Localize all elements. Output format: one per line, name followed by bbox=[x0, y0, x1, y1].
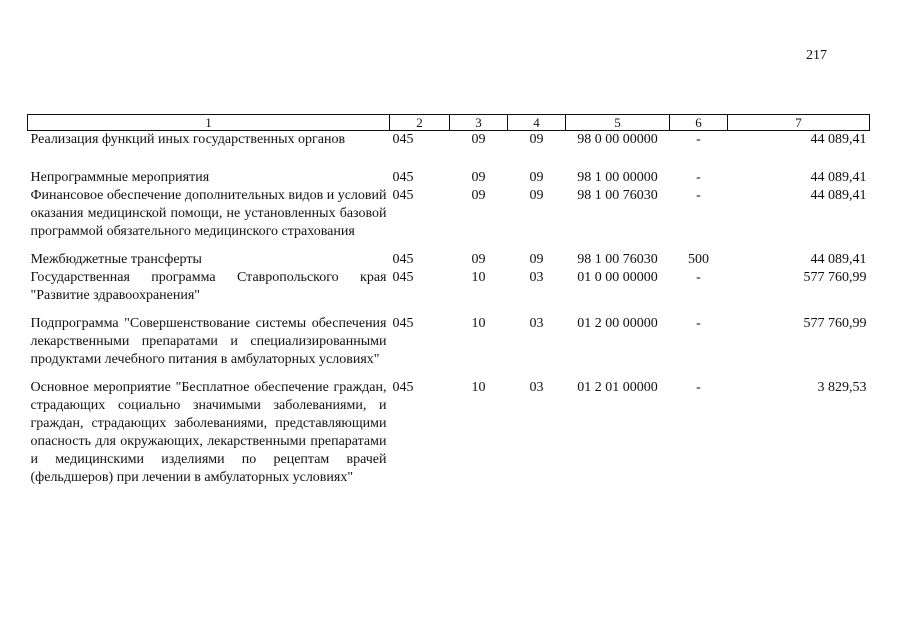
table-row bbox=[28, 131, 870, 170]
row-target-article: 01 2 00 00000 bbox=[577, 316, 658, 331]
row-expense-type: - bbox=[696, 132, 701, 147]
row-section: 10 bbox=[471, 380, 486, 395]
row-target-article: 01 0 00 00000 bbox=[577, 270, 658, 285]
row-section: 10 bbox=[471, 316, 486, 331]
row-subsection: 09 bbox=[529, 252, 544, 267]
row-target-article: 98 0 00 00000 bbox=[577, 132, 658, 147]
row-expense-type: - bbox=[696, 270, 701, 285]
row-name: Государственная программа Ставропольского края "Развитие здравоохранения" bbox=[30, 270, 387, 303]
row-code-admin: 045 bbox=[392, 252, 414, 267]
table-row bbox=[28, 187, 870, 251]
row-subsection: 03 bbox=[529, 316, 544, 331]
row-amount: 3 829,53 bbox=[817, 380, 867, 395]
row-target-article: 98 1 00 76030 bbox=[577, 252, 658, 267]
table-row bbox=[28, 379, 870, 487]
row-code-admin: 045 bbox=[392, 380, 414, 395]
page-number: 217 bbox=[806, 48, 827, 63]
row-expense-type: - bbox=[696, 316, 701, 331]
row-amount: 44 089,41 bbox=[810, 170, 867, 185]
row-code-admin: 045 bbox=[392, 316, 414, 331]
row-subsection: 03 bbox=[529, 380, 544, 395]
row-section: 09 bbox=[471, 252, 486, 267]
table-row bbox=[28, 315, 870, 379]
column-header-1: 1 bbox=[28, 115, 390, 131]
row-expense-type: - bbox=[696, 188, 701, 203]
row-name: Непрограммные мероприятия bbox=[30, 170, 210, 185]
row-expense-type: 500 bbox=[688, 252, 709, 267]
row-target-article: 98 1 00 76030 bbox=[577, 188, 658, 203]
row-amount: 577 760,99 bbox=[803, 270, 867, 285]
column-header-2: 2 bbox=[390, 115, 450, 131]
row-target-article: 01 2 01 00000 bbox=[577, 380, 658, 395]
table-row bbox=[28, 269, 870, 315]
row-expense-type: - bbox=[696, 170, 701, 185]
row-section: 09 bbox=[471, 188, 486, 203]
header-row bbox=[28, 115, 870, 131]
row-subsection: 09 bbox=[529, 170, 544, 185]
row-amount: 44 089,41 bbox=[810, 132, 867, 147]
row-code-admin: 045 bbox=[392, 270, 414, 285]
row-subsection: 09 bbox=[529, 188, 544, 203]
row-name: Межбюджетные трансферты bbox=[30, 252, 202, 267]
table-row bbox=[28, 169, 870, 187]
row-name: Реализация функций иных государственных органов bbox=[30, 132, 346, 147]
column-header-5: 5 bbox=[566, 115, 670, 131]
row-subsection: 09 bbox=[529, 132, 544, 147]
row-amount: 44 089,41 bbox=[810, 188, 867, 203]
row-code-admin: 045 bbox=[392, 170, 414, 185]
row-section: 09 bbox=[471, 132, 486, 147]
row-amount: 577 760,99 bbox=[803, 316, 867, 331]
row-code-admin: 045 bbox=[392, 188, 414, 203]
column-header-3: 3 bbox=[450, 115, 508, 131]
row-section: 09 bbox=[471, 170, 486, 185]
row-subsection: 03 bbox=[529, 270, 544, 285]
row-name: Подпрограмма "Совершенствование системы обеспечения лекарственными препаратами и специализированными продуктами лечебного питания в амбулаторных условиях" bbox=[30, 316, 387, 367]
row-target-article: 98 1 00 00000 bbox=[577, 170, 658, 185]
row-name: Основное мероприятие "Бесплатное обеспечение граждан, страдающих социально значимыми заболеваниями, и граждан, страдающих заболеваниями, представляющими опасность для окружающих, лекарственными препаратами и медицинскими изделиями по рецептам врачей (фельдшеров) при лечении в амбулаторных условиях" bbox=[30, 380, 387, 485]
row-name: Финансовое обеспечение дополнительных видов и условий оказания медицинской помощи, не установленных базовой программой обязательного медицинского страхования bbox=[30, 188, 387, 239]
column-header-6: 6 bbox=[670, 115, 728, 131]
table-row bbox=[28, 251, 870, 269]
column-header-7: 7 bbox=[728, 115, 870, 131]
row-expense-type: - bbox=[696, 380, 701, 395]
budget-table bbox=[27, 114, 870, 487]
column-header-4: 4 bbox=[508, 115, 566, 131]
row-section: 10 bbox=[471, 270, 486, 285]
row-amount: 44 089,41 bbox=[810, 252, 867, 267]
row-code-admin: 045 bbox=[392, 132, 414, 147]
